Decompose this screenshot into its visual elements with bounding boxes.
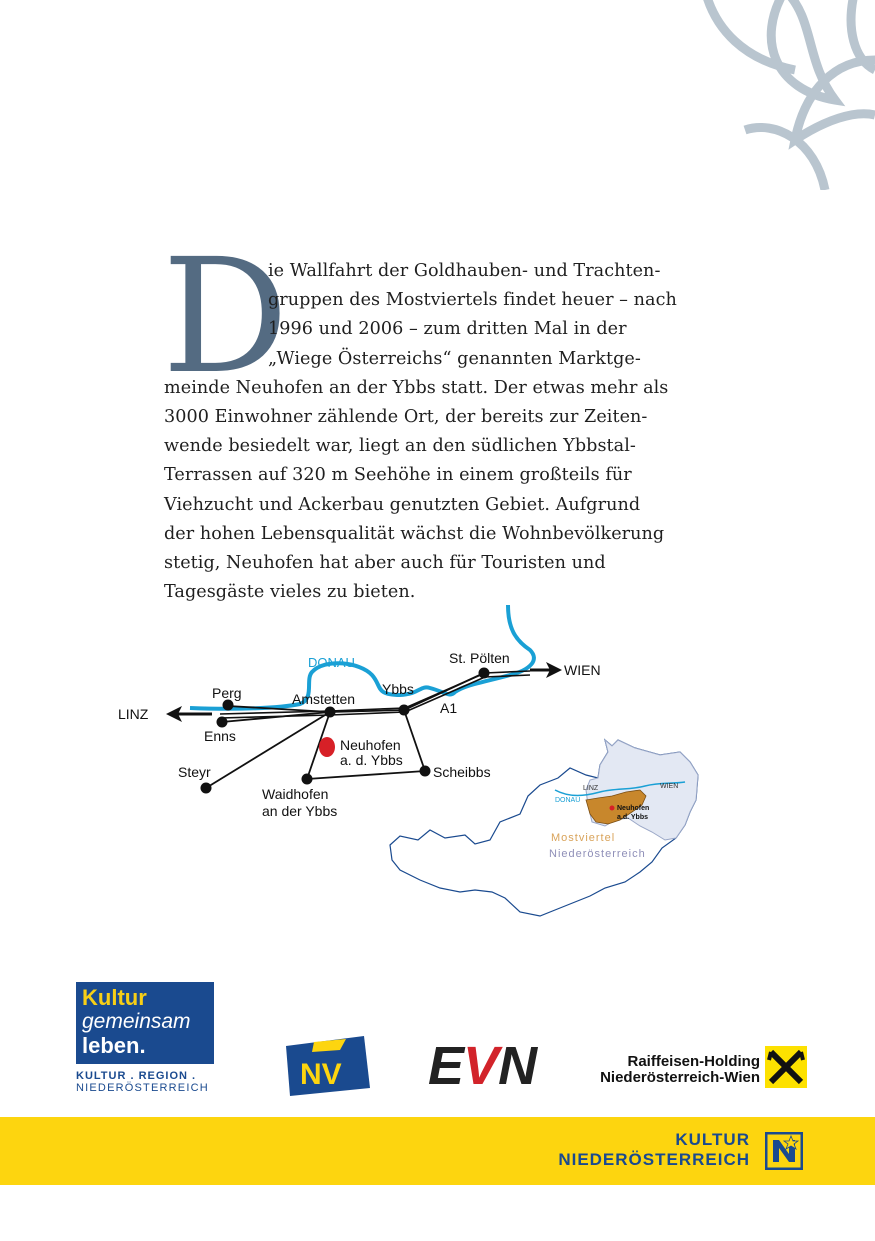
intro-line: der hohen Lebensqualität wächst die Wohnbevölkerung xyxy=(164,523,665,544)
intro-line: ie Wallfahrt der Goldhauben- und Trachten- xyxy=(268,261,661,281)
intro-line: meinde Neuhofen an der Ybbs statt. Der etwas mehr als xyxy=(164,377,669,398)
drop-cap: D xyxy=(162,225,289,409)
inset-label-wien: WIEN xyxy=(660,783,679,790)
kultur-gemeinsam-leben-logo xyxy=(76,982,216,1094)
town-dot-st-poelten xyxy=(479,668,490,679)
inset-label-donau: DONAU xyxy=(555,797,581,804)
arrow-wien-icon xyxy=(530,662,562,678)
route-map xyxy=(100,600,820,930)
town-dot-scheibbs xyxy=(420,766,431,777)
town-dot-ybbs xyxy=(399,705,410,716)
town-dot-steyr xyxy=(201,783,212,794)
intro-line: Terrassen auf 320 m Seehöhe in einem großteils für xyxy=(164,465,632,486)
intro-line: Tagesgäste vieles zu bieten. xyxy=(164,582,416,603)
intro-line: 1996 und 2006 – zum dritten Mal in der xyxy=(268,319,627,340)
town-dot-amstetten xyxy=(325,707,336,718)
intro-paragraph xyxy=(164,257,709,607)
label-wien: WIEN xyxy=(564,662,601,678)
nv-logo-text: NV xyxy=(300,1058,342,1091)
inset-label-linz: LINZ xyxy=(583,785,599,792)
raiffeisen-gable-icon xyxy=(765,1046,807,1088)
intro-line: „Wiege Österreichs“ genannten Marktge- xyxy=(268,348,641,369)
label-river: DONAU xyxy=(308,655,355,670)
label-waidhofen: Waidhofen xyxy=(262,786,329,802)
footer-line-1: KULTUR xyxy=(675,1130,750,1149)
inset-neuhofen-dot xyxy=(610,806,615,811)
label-linz: LINZ xyxy=(118,706,149,722)
intro-line: gruppen des Mostviertels findet heuer – nach xyxy=(268,290,677,311)
kultur-noe-n-icon xyxy=(765,1132,803,1170)
logo-kultur-region: KULTUR . REGION . xyxy=(76,1070,197,1082)
noe-region xyxy=(586,740,698,840)
intro-line: wende besiedelt war, liegt an den südlichen Ybbstal- xyxy=(164,436,636,457)
inset-label-neuhofen: Neuhofen xyxy=(617,805,650,812)
intro-line: 3000 Einwohner zählende Ort, der bereits zur Zeiten- xyxy=(164,407,648,428)
label-steyr: Steyr xyxy=(178,764,211,780)
evn-n: N xyxy=(498,1036,537,1096)
town-dot-perg xyxy=(223,700,234,711)
town-dot-enns xyxy=(217,717,228,728)
evn-v: V xyxy=(463,1036,499,1096)
label-enns: Enns xyxy=(204,728,236,744)
raiffeisen-line-2: Niederösterreich-Wien xyxy=(600,1069,760,1086)
label-ybbs: Ybbs xyxy=(382,681,414,697)
label-a1: A1 xyxy=(440,700,458,716)
footer-line-2: NIEDERÖSTERREICH xyxy=(558,1150,750,1169)
logo-leben-word: leben. xyxy=(82,1033,146,1058)
label-perg: Perg xyxy=(212,685,242,701)
neuhofen-marker xyxy=(319,737,335,757)
label-waidhofen-2: an der Ybbs xyxy=(262,803,338,819)
label-neuhofen-2: a. d. Ybbs xyxy=(340,752,403,768)
label-scheibbs: Scheibbs xyxy=(433,764,491,780)
intro-line: Viehzucht und Ackerbau genutzten Gebiet. Aufgrund xyxy=(164,494,641,515)
label-st-poelten: St. Pölten xyxy=(449,650,510,666)
intro-line: stetig, Neuhofen hat aber auch für Touristen und xyxy=(164,553,606,574)
floral-ornament-icon xyxy=(685,0,875,190)
inset-label-noe: Niederösterreich xyxy=(549,848,646,860)
footer-brand xyxy=(530,1130,750,1170)
logo-kultur-word: Kultur xyxy=(82,985,147,1010)
inset-label-mostviertel: Mostviertel xyxy=(551,832,616,844)
logo-niederoesterreich: NIEDERÖSTERREICH xyxy=(76,1082,209,1094)
nv-logo xyxy=(284,1036,370,1096)
label-amstetten: Amstetten xyxy=(292,691,356,707)
inset-label-neuhofen-2: a.d. Ybbs xyxy=(617,814,648,821)
raiffeisen-logo-text xyxy=(588,1054,760,1086)
town-dot-waidhofen xyxy=(302,774,313,785)
evn-logo xyxy=(428,1036,536,1096)
label-neuhofen: Neuhofen xyxy=(340,737,401,753)
raiffeisen-line-1: Raiffeisen-Holding xyxy=(627,1053,760,1070)
logo-gemeinsam-word: gemeinsam xyxy=(82,1010,191,1033)
evn-e: E xyxy=(428,1036,464,1096)
